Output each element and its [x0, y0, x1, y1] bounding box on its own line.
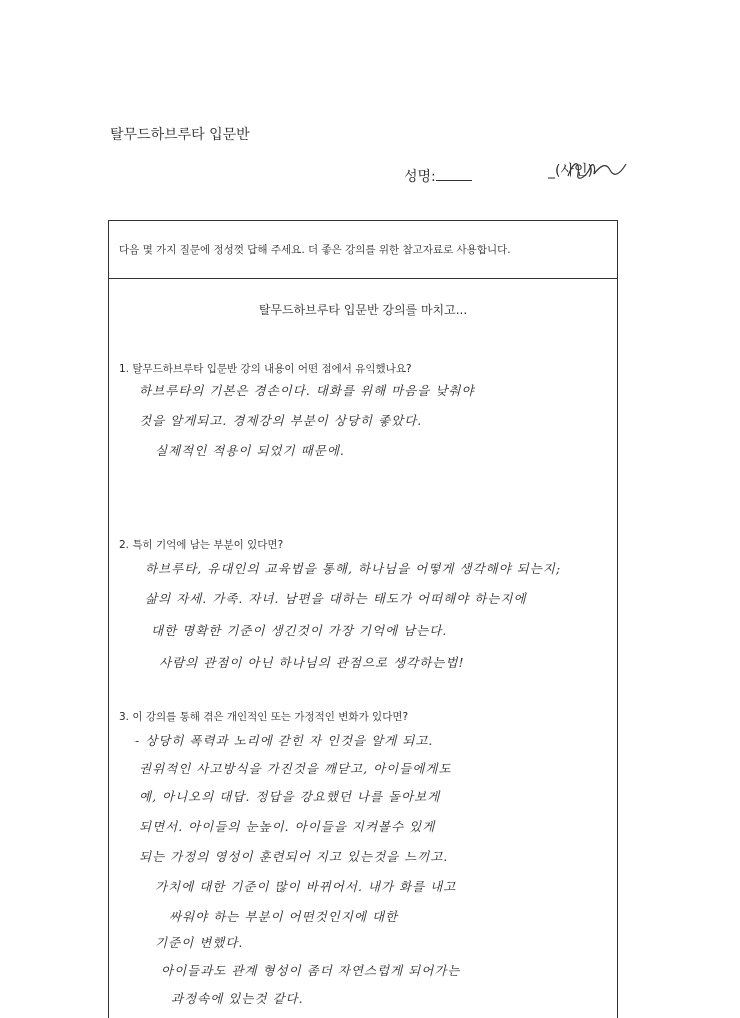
- question-1-label: 1. 탈무드하브루타 입문반 강의 내용이 어떤 점에서 유익했나요?: [119, 363, 412, 375]
- handwritten-signature: [566, 156, 632, 186]
- answer-1-line: 실제적인 적용이 되었기 때문에.: [155, 443, 345, 458]
- name-field: [404, 166, 472, 186]
- answer-3-line: - 상당히 폭력과 노리에 갇힌 자 인것을 알게 되고.: [135, 733, 434, 748]
- question-3-label: 3. 이 강의를 통해 겪은 개인적인 또는 가정적인 변화가 있다면?: [119, 711, 409, 723]
- answer-3-line: 권위적인 사고방식을 가진것을 깨닫고, 아이들에게도: [139, 761, 452, 776]
- answer-2-line: 대한 명확한 기준이 생긴것이 가장 기억에 남는다.: [151, 623, 448, 638]
- answer-3-line: 싸워야 하는 부분이 어떤것인지에 대한: [169, 909, 399, 924]
- sign-label: _(사인): [548, 163, 593, 179]
- instruction-text: 다음 몇 가지 질문에 정성껏 답해 주세요. 더 좋은 강의를 위한 참고자료로 사용합니다.: [109, 221, 617, 279]
- document-title: 탈무드하브루타 입문반: [110, 127, 250, 143]
- answer-1-line: 하브루타의 기본은 경손이다. 대화를 위해 마음을 낮춰야: [139, 383, 475, 398]
- question-2-label: 2. 특히 기억에 남는 부분이 있다면?: [119, 539, 284, 551]
- survey-form-box: [108, 220, 618, 1018]
- answer-3-line: 가치에 대한 기준이 많이 바뀌어서. 내가 화를 내고: [155, 879, 457, 894]
- answer-2-line: 사람의 관점이 아닌 하나님의 관점으로 생각하는법!: [159, 655, 465, 670]
- name-blank-line: [436, 168, 472, 181]
- answer-1-line: 것을 알게되고. 경제강의 부분이 상당히 좋았다.: [139, 413, 423, 428]
- answer-2-line: 하브루타, 유대인의 교육법을 통해, 하나님을 어떻게 생각해야 되는지;: [145, 561, 562, 576]
- answer-3-line: 아이들과도 관계 형성이 좀더 자연스럽게 되어가는: [161, 963, 461, 978]
- answer-3-line: 되는 가정의 영성이 훈련되어 지고 있는것을 느끼고.: [139, 849, 449, 864]
- section-title: 탈무드하브루타 입문반 강의를 마치고...: [258, 303, 468, 317]
- answer-2-line: 삶의 자세. 가족. 자녀. 남편을 대하는 태도가 어떠해야 하는지에: [145, 591, 527, 606]
- answer-3-line: 되면서. 아이들의 눈높이. 아이들을 지켜볼수 있게: [139, 819, 436, 834]
- answer-3-line: 기준이 변했다.: [155, 935, 244, 950]
- answer-3-line: 예, 아니오의 대답. 정답을 강요했던 나를 돌아보게: [139, 789, 441, 804]
- name-label: 성명:: [404, 169, 436, 185]
- answer-3-line: 과정속에 있는것 같다.: [171, 991, 304, 1006]
- signature-block: [548, 160, 593, 180]
